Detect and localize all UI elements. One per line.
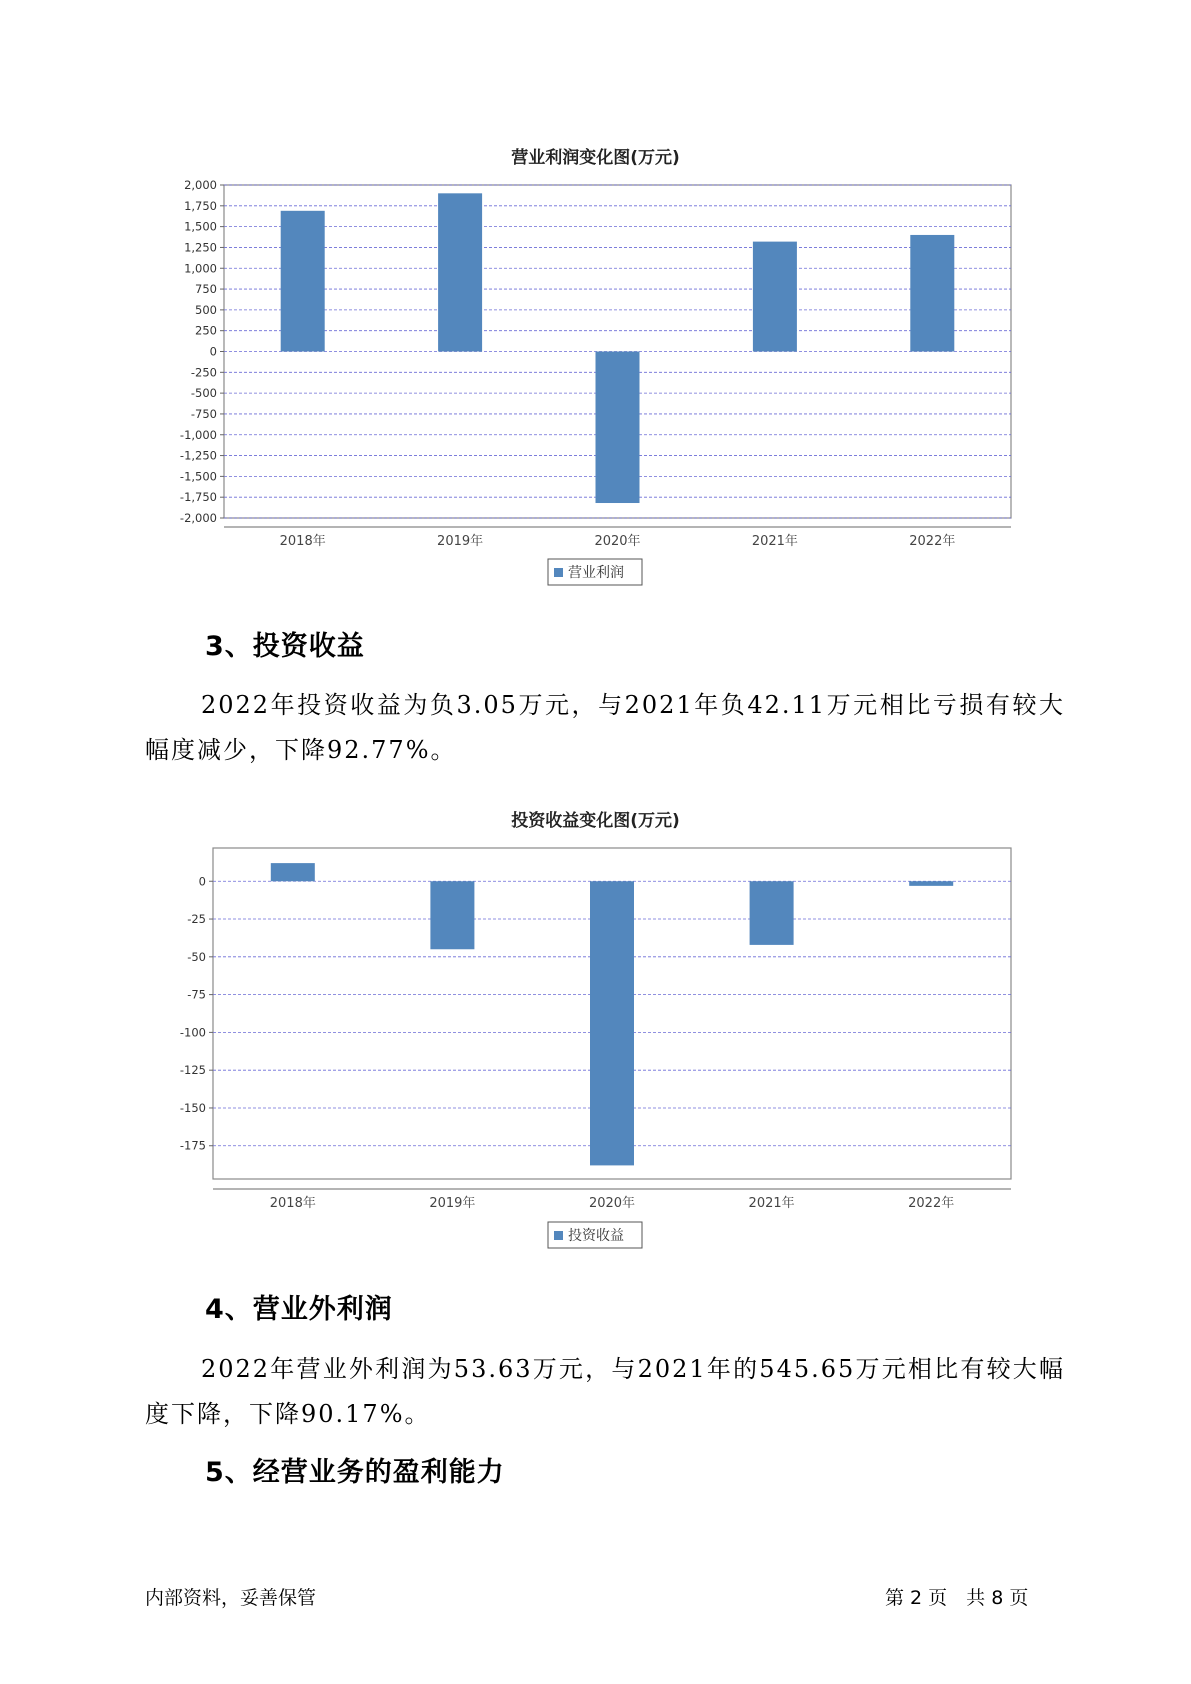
y-tick-label: -750 — [190, 406, 217, 421]
y-tick-label: 250 — [195, 323, 217, 338]
y-tick-label: 0 — [209, 344, 217, 359]
y-tick-label: -500 — [190, 386, 217, 401]
y-tick-label: -25 — [187, 912, 206, 927]
section-4-heading: 4、营业外利润 — [205, 1294, 393, 1325]
footer-page-number: 第 2 页 共 8 页 — [885, 1587, 1029, 1609]
y-tick-label: -175 — [179, 1138, 206, 1153]
footer-confidential-note: 内部资料，妥善保管 — [145, 1587, 317, 1609]
x-tick-label: 2020年 — [588, 1196, 636, 1211]
y-tick-label: -1,750 — [179, 490, 217, 505]
chart1-title: 营业利润变化图(万元) — [511, 148, 680, 168]
section-4-paragraph: 2022年营业外利润为53.63万元，与2021年的545.65万元相比有较大幅度下降，下降90.17%。 — [145, 1355, 1065, 1428]
x-tick-label: 2021年 — [751, 534, 798, 549]
y-tick-label: 1,500 — [184, 219, 217, 234]
bar-2022年 — [909, 881, 953, 886]
bar-2019年 — [430, 881, 474, 949]
section-3-paragraph: 2022年投资收益为负3.05万元，与2021年负42.11万元相比亏损有较大幅度减少，下降92.77%。 — [145, 691, 1065, 764]
bar-2020年 — [590, 881, 634, 1165]
y-tick-label: -1,250 — [179, 448, 217, 463]
bar-2018年 — [271, 863, 315, 881]
x-tick-label: 2022年 — [909, 534, 956, 549]
x-tick-label: 2021年 — [748, 1196, 795, 1211]
y-tick-label: -2,000 — [179, 511, 217, 525]
x-tick-label: 2018年 — [269, 1196, 316, 1211]
x-tick-label: 2018年 — [279, 534, 326, 549]
x-tick-label: 2022年 — [908, 1196, 955, 1211]
y-tick-label: -150 — [179, 1100, 206, 1115]
section-3-heading: 3、投资收益 — [205, 631, 365, 662]
x-tick-label: 2019年 — [429, 1196, 476, 1211]
y-tick-label: -50 — [187, 949, 206, 964]
y-tick-label: -125 — [179, 1063, 206, 1078]
y-tick-label: -250 — [190, 365, 217, 380]
section-5-heading: 5、经营业务的盈利能力 — [205, 1457, 505, 1488]
y-tick-label: 1,000 — [184, 261, 217, 276]
y-tick-label: -75 — [187, 987, 206, 1002]
y-tick-label: 0 — [198, 874, 206, 889]
y-tick-label: 500 — [195, 302, 217, 317]
legend-label: 营业利润 — [568, 565, 624, 581]
y-tick-label: 2,000 — [184, 178, 217, 192]
x-tick-label: 2020年 — [594, 534, 641, 549]
bar-2021年 — [750, 881, 794, 945]
y-tick-label: 1,250 — [184, 240, 217, 255]
legend-label: 投资收益 — [568, 1228, 624, 1244]
y-tick-label: -1,500 — [179, 469, 217, 484]
y-tick-label: -100 — [179, 1025, 206, 1040]
legend-swatch — [554, 1231, 563, 1240]
y-tick-label: 1,750 — [184, 198, 217, 213]
chart2-title: 投资收益变化图(万元) — [511, 811, 680, 831]
y-tick-label: 750 — [195, 282, 217, 297]
x-tick-label: 2019年 — [437, 534, 484, 549]
y-tick-label: -1,000 — [179, 427, 217, 442]
